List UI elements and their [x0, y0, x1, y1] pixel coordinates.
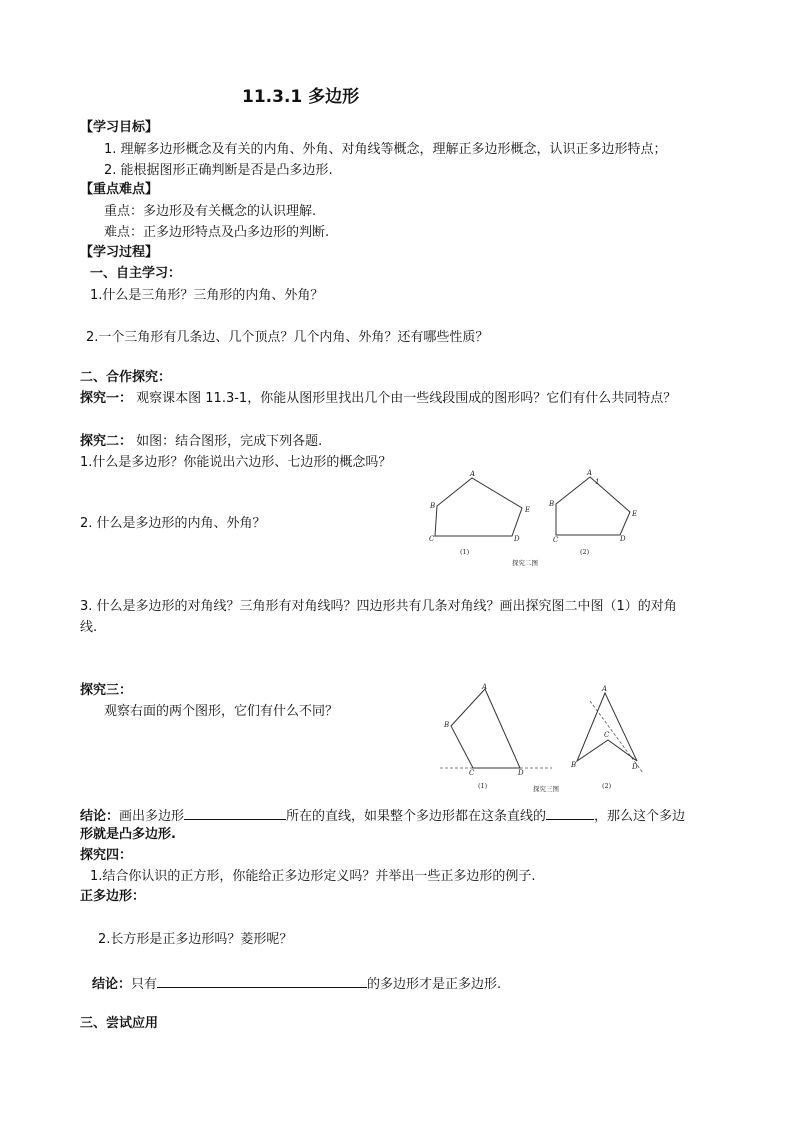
fig2-1-label-b: B — [430, 502, 436, 510]
conclusion-blank-2[interactable] — [546, 805, 594, 820]
conclusion-text-c: ，那么这个多边 — [594, 809, 686, 824]
fig2-caption: 探究二图 — [512, 559, 538, 567]
conclusion-blank-1[interactable] — [184, 805, 286, 820]
explore1-line — [80, 390, 676, 408]
fig3-1-label-a: A — [482, 683, 488, 691]
explore2-question-2: 2. 什么是多边形的内角、外角？ — [80, 516, 266, 531]
fig3-1-label-b: B — [444, 721, 450, 729]
explore2-question-1: 1.什么是多边形？你能说出六边形、七边形的概念吗？ — [80, 455, 392, 470]
explore2-line — [80, 433, 322, 451]
conclusion-label: 结论： — [80, 809, 120, 824]
conclusion2-label: 结论： — [92, 977, 132, 992]
explore1-label: 探究一： — [80, 391, 133, 406]
keypoint-1: 重点：多边形及有关概念的认识理解. — [104, 204, 317, 219]
fig2-sub-2: (2) — [580, 548, 590, 556]
fig3-2-label-b: B — [571, 761, 577, 769]
fig2-2-label-a: A — [587, 469, 593, 477]
conclusion-line-1 — [80, 805, 685, 826]
conclusion-line-2: 形就是凸多边形. — [80, 827, 176, 842]
explore2-question-3-line2: 线. — [80, 620, 98, 635]
fig3-sub-1: (1) — [478, 782, 488, 790]
keypoints-heading: 【重点难点】 — [80, 182, 159, 197]
explore3-text: 观察右面的两个图形，它们有什么不同？ — [104, 704, 339, 719]
conclusion2-text-b: 的多边形才是正多边形. — [367, 977, 502, 992]
part1-question-2: 2.一个三角形有几条边、几个顶点？几个内角、外角？还有哪些性质？ — [86, 330, 489, 345]
explore2-label: 探究二： — [80, 434, 133, 449]
quadrilateral-concave — [577, 693, 637, 761]
fig2-2-label-e: E — [632, 510, 638, 518]
part1-heading: 一、自主学习： — [90, 266, 182, 281]
fig2-1-label-c: C — [429, 535, 435, 543]
explore3-label: 探究三： — [80, 683, 133, 698]
conclusion-text-b: 所在的直线，如果整个多边形都在这条直线的 — [286, 809, 547, 824]
fig2-1-label-d: D — [514, 535, 520, 543]
figure-explore2 — [420, 470, 660, 575]
pentagon-2 — [556, 477, 630, 535]
fig2-sub-1: (1) — [460, 548, 470, 556]
explore2-question-3-line1: 3. 什么是多边形的对角线？三角形有对角线吗？四边形共有几条对角线？画出探究图二中图（1）的对角 — [80, 599, 677, 614]
fig3-caption: 探究三图 — [533, 785, 559, 793]
fig2-1-label-a: A — [470, 470, 476, 478]
page-title: 11.3.1 多边形 — [242, 87, 360, 107]
fig3-1-label-c: C — [469, 769, 475, 777]
part3-heading: 三、尝试应用 — [80, 1016, 159, 1031]
fig2-1-label-e: E — [525, 506, 531, 514]
explore4-question-1: 1.结合你认识的正方形，你能给正多边形定义吗？并举出一些正多边形的例子. — [90, 869, 536, 884]
regular-polygon-label: 正多边形： — [80, 889, 146, 904]
fig2-2-label-1: 1 — [595, 478, 600, 486]
explore4-label: 探究四： — [80, 848, 133, 863]
goals-heading: 【学习目标】 — [80, 120, 159, 135]
fig2-2-label-d: D — [620, 535, 626, 543]
fig2-2-label-b: B — [549, 500, 555, 508]
explore4-question-2: 2.长方形是正多边形吗？菱形呢？ — [98, 932, 293, 947]
conclusion2-line — [92, 973, 501, 994]
keypoint-2: 难点：正多边形特点及凸多边形的判断. — [104, 225, 330, 240]
conclusion2-blank[interactable] — [157, 973, 367, 988]
goal-item-1: 1. 理解多边形概念及有关的内角、外角、对角线等概念，理解正多边形概念，认识正多边形特点； — [104, 142, 667, 157]
explore1-text: 观察课本图 11.3-1，你能从图形里找出几个由一些线段围成的图形吗？它们有什么共同特点？ — [132, 391, 677, 406]
part2-heading: 二、合作探究： — [80, 370, 172, 385]
conclusion-text-a: 画出多边形 — [119, 809, 185, 824]
figure-explore3 — [440, 683, 655, 793]
fig2-2-label-c: C — [553, 536, 559, 544]
fig3-1-label-d: D — [518, 769, 524, 777]
conclusion2-text-a: 只有 — [131, 977, 158, 992]
part1-question-1: 1.什么是三角形？三角形的内角、外角？ — [90, 288, 324, 303]
fig3-sub-2: (2) — [602, 782, 612, 790]
fig3-2-label-d: D — [632, 763, 638, 771]
pentagon-1 — [435, 478, 522, 536]
goal-item-2: 2. 能根据图形正确判断是否是凸多边形. — [104, 163, 333, 178]
fig3-2-label-c: C — [604, 731, 610, 739]
explore2-text: 如图：结合图形，完成下列各题. — [132, 434, 323, 449]
quadrilateral-convex — [451, 689, 520, 768]
fig3-2-label-a: A — [602, 685, 608, 693]
process-heading: 【学习过程】 — [80, 245, 159, 260]
